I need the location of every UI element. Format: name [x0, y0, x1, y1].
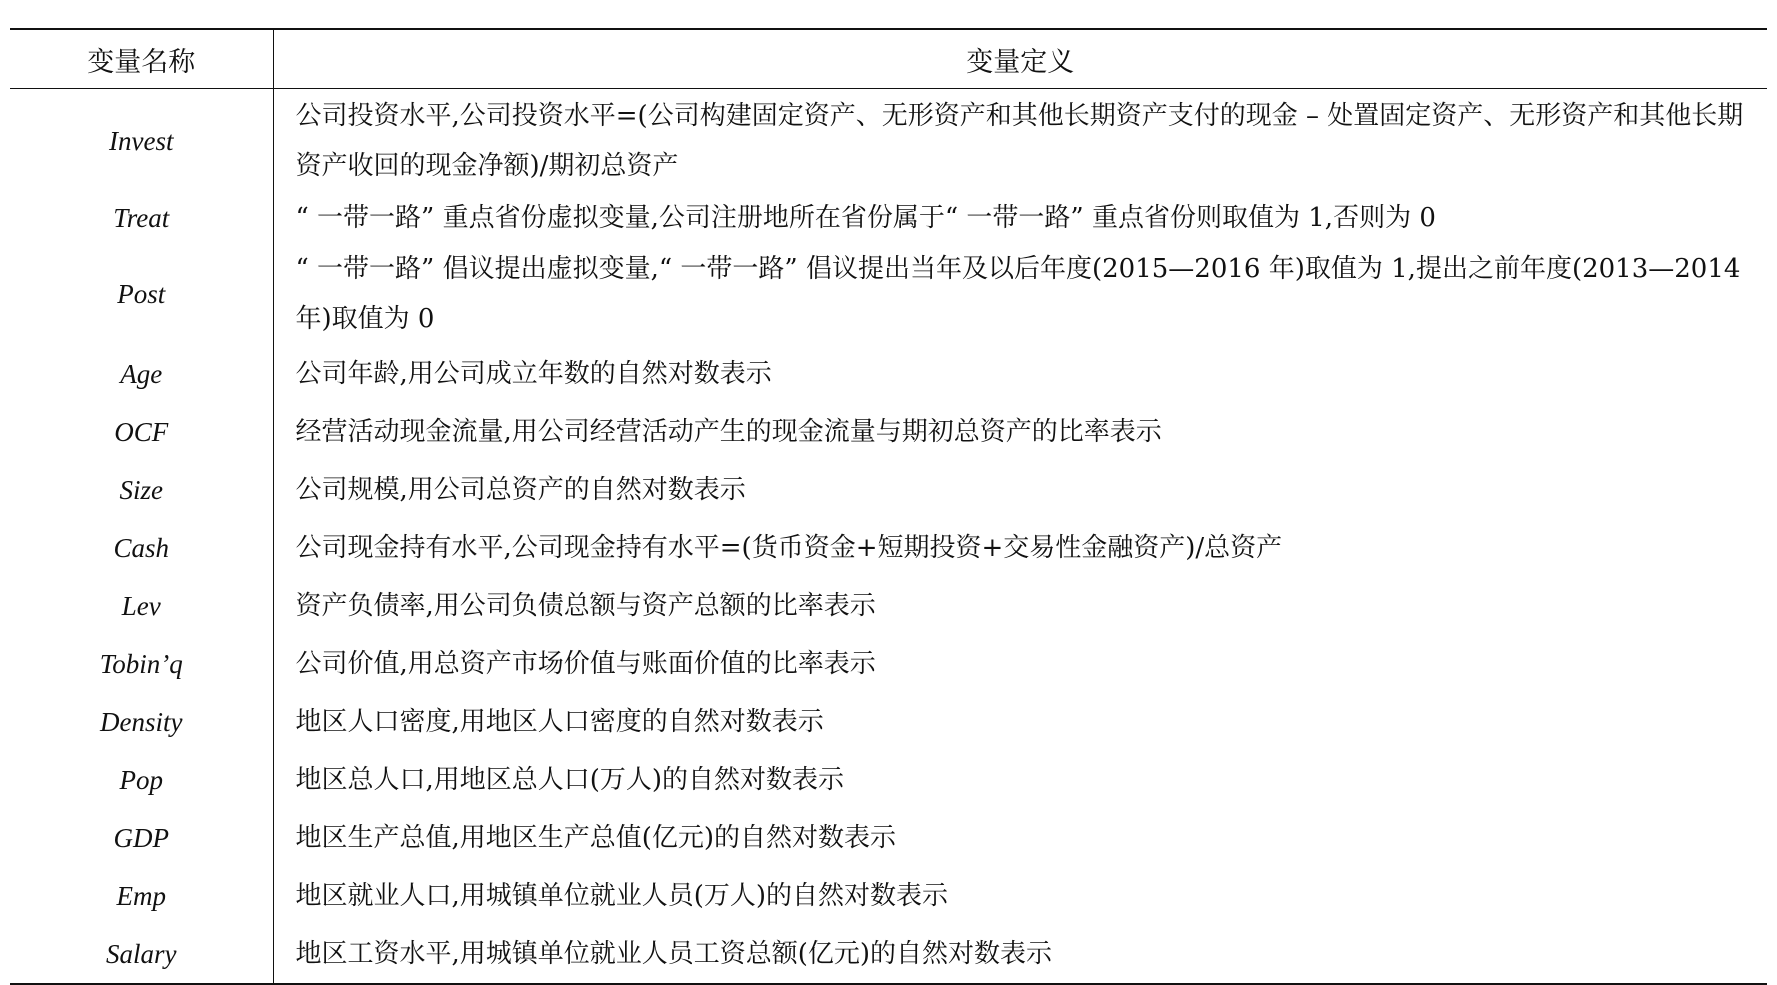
variable-name-cell: GDP [10, 810, 273, 868]
table-row [10, 752, 1767, 810]
variable-definition-cell: 地区总人口,用地区总人口(万人)的自然对数表示 [295, 765, 845, 795]
table-row [10, 868, 1767, 926]
variable-definition-table [10, 28, 1767, 985]
variable-definition-cell: 公司规模,用公司总资产的自然对数表示 [295, 475, 746, 505]
variable-definition-table-container [10, 28, 1767, 985]
table-row [10, 462, 1767, 520]
variable-name-cell: Emp [10, 868, 273, 926]
variable-name-cell: Pop [10, 752, 273, 810]
variable-name-cell: Cash [10, 520, 273, 578]
variable-definition-cell: 资产负债率,用公司负债总额与资产总额的比率表示 [295, 591, 876, 621]
header-row [10, 29, 1767, 89]
table-row [10, 346, 1767, 404]
variable-name-cell: Density [10, 694, 273, 752]
table-row [10, 404, 1767, 462]
table-row [10, 578, 1767, 636]
table-row [10, 810, 1767, 868]
table-row [10, 89, 1767, 194]
variable-definition-cell: 地区生产总值,用地区生产总值(亿元)的自然对数表示 [295, 823, 897, 853]
variable-name-cell: Tobin’q [10, 636, 273, 694]
variable-name-cell: Post [10, 243, 273, 346]
variable-name-cell: Age [10, 346, 273, 404]
variable-definition-cell: 公司投资水平,公司投资水平=(公司构建固定资产、无形资产和其他长期资产支付的现金 – 处置固定资产、无形资产和其他长期资产收回的现金净额)/期初总资产 [295, 101, 1744, 182]
variable-name-cell: Invest [10, 89, 273, 194]
variable-name-cell: Size [10, 462, 273, 520]
variable-name-cell: OCF [10, 404, 273, 462]
table-header [10, 29, 1767, 89]
table-row [10, 694, 1767, 752]
header-variable-definition: 变量定义 [273, 29, 1767, 89]
variable-definition-cell: 地区就业人口,用城镇单位就业人员(万人)的自然对数表示 [295, 881, 949, 911]
variable-definition-cell: 地区工资水平,用城镇单位就业人员工资总额(亿元)的自然对数表示 [273, 926, 1767, 984]
table-row [10, 243, 1767, 346]
variable-name-cell: Salary [10, 926, 273, 984]
table-row [10, 520, 1767, 578]
table-row [10, 194, 1767, 243]
variable-definition-cell: 公司价值,用总资产市场价值与账面价值的比率表示 [295, 649, 876, 679]
variable-definition-cell: 地区人口密度,用地区人口密度的自然对数表示 [295, 707, 824, 737]
table-body [10, 89, 1767, 984]
variable-name-cell: Treat [10, 194, 273, 243]
table-row [10, 926, 1767, 984]
header-variable-name: 变量名称 [10, 29, 273, 89]
variable-definition-cell: 经营活动现金流量,用公司经营活动产生的现金流量与期初总资产的比率表示 [295, 417, 1162, 447]
variable-definition-cell: 公司现金持有水平,公司现金持有水平=(货币资金+短期投资+交易性金融资产)/总资产 [295, 533, 1283, 563]
table-row [10, 636, 1767, 694]
variable-definition-cell: 公司年龄,用公司成立年数的自然对数表示 [295, 359, 772, 389]
variable-name-cell: Lev [10, 578, 273, 636]
variable-definition-cell: “ 一带一路” 重点省份虚拟变量,公司注册地所在省份属于“ 一带一路” 重点省份则取值为 1,否则为 0 [295, 202, 1436, 233]
variable-definition-cell: “ 一带一路” 倡议提出虚拟变量,“ 一带一路” 倡议提出当年及以后年度(2015—2016 年)取值为 1,提出之前年度(2013—2014 年)取值为 0 [295, 254, 1741, 334]
